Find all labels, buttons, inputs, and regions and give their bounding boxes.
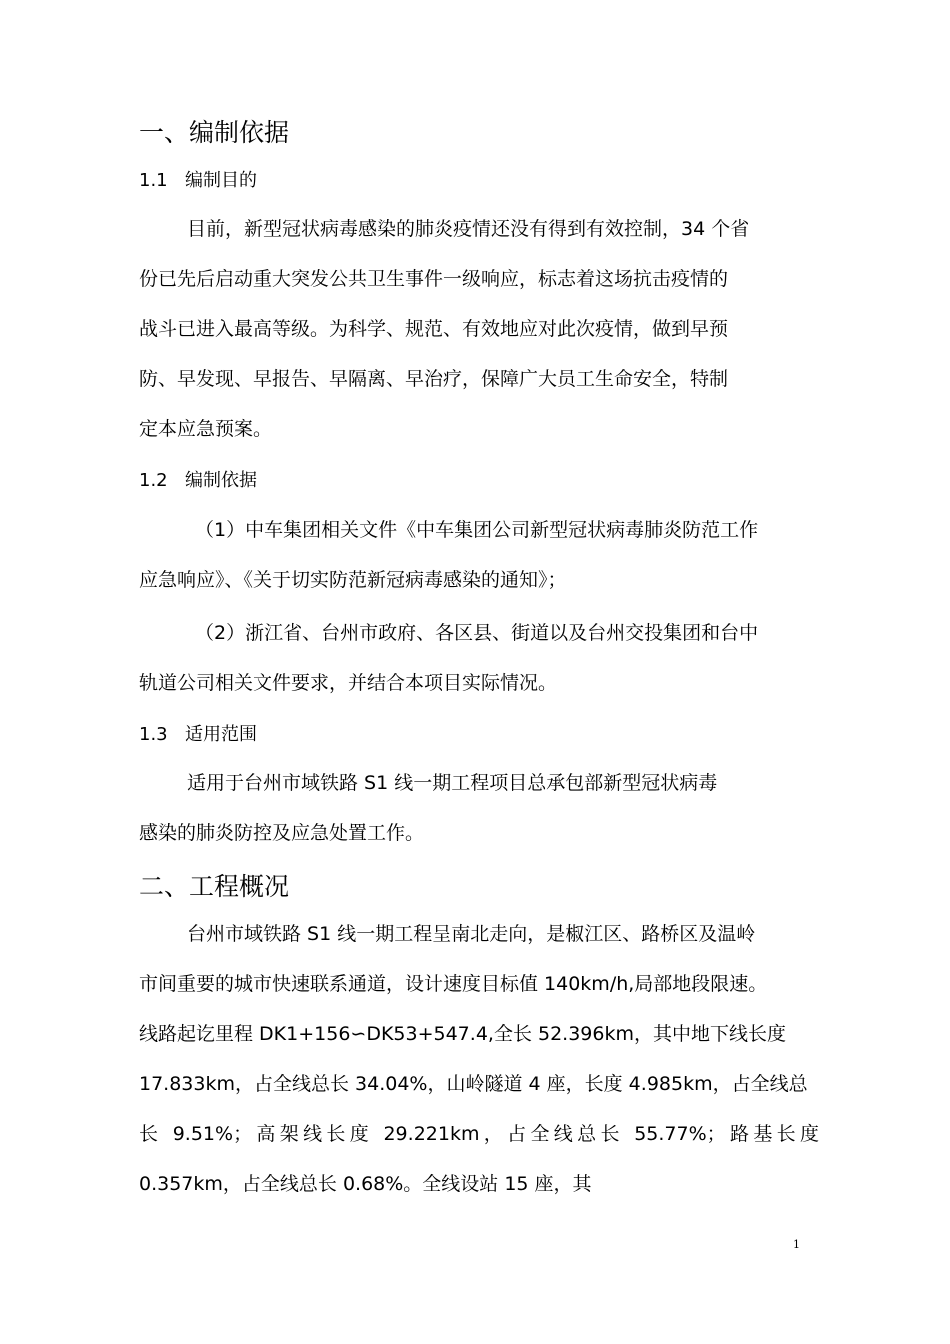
subsection-1-3-heading (139, 723, 257, 747)
paragraph-line: 份已先后启动重大突发公共卫生事件一级响应，标志着这场抗击疫情的 (139, 268, 729, 290)
paragraph-line: 适用于台州市域铁路 S1 线一期工程项目总承包部新型冠状病毒 (187, 772, 718, 794)
paragraph-line: 轨道公司相关文件要求，并结合本项目实际情况。 (139, 672, 558, 694)
subsection-title: 编制目的 (185, 170, 257, 191)
subsection-title: 适用范围 (185, 724, 257, 745)
paragraph-line: 线路起讫里程 DK1+156∽DK53+547.4,全长 52.396km，其中地下线长度 (139, 1023, 786, 1045)
paragraph-line: 感染的肺炎防控及应急处置工作。 (139, 822, 425, 844)
paragraph-line: 定本应急预案。 (139, 418, 273, 440)
subsection-1-1-heading (139, 169, 257, 193)
paragraph-line: 战斗已进入最高等级。为科学、规范、有效地应对此次疫情，做到早预 (139, 318, 729, 340)
section-1-heading: 一、编制依据 (139, 118, 290, 147)
paragraph-line: 防、早发现、早报告、早隔离、早治疗，保障广大员工生命安全，特制 (139, 368, 729, 390)
paragraph-line: 台州市域铁路 S1 线一期工程呈南北走向，是椒江区、路桥区及温岭 (187, 923, 756, 945)
subsection-number: 1.2 (139, 470, 168, 491)
paragraph-line: 17.833km，占全线总长 34.04%，山岭隧道 4 座，长度 4.985km，占全线总 (139, 1073, 808, 1095)
subsection-number: 1.3 (139, 724, 168, 745)
subsection-number: 1.1 (139, 170, 168, 191)
subsection-1-2-heading (139, 469, 257, 493)
paragraph-line: 市间重要的城市快速联系通道，设计速度目标值 140km/h,局部地段限速。 (139, 973, 768, 995)
page-number: 1 (793, 1238, 800, 1251)
paragraph-line: （1）中车集团相关文件《中车集团公司新型冠状病毒肺炎防范工作 (195, 519, 759, 541)
section-2-heading: 二、工程概况 (139, 872, 290, 901)
paragraph-line: 0.357km，占全线总长 0.68%。全线设站 15 座，其 (139, 1173, 592, 1195)
paragraph-line: 应急响应》、《关于切实防范新冠病毒感染的通知》； (139, 569, 567, 591)
paragraph-line: 长 9.51%；高架线长度 29.221km，占全线总长 55.77%；路基长度 (139, 1123, 819, 1145)
subsection-title: 编制依据 (185, 470, 257, 491)
paragraph-line: （2）浙江省、台州市政府、各区县、街道以及台州交投集团和台中 (195, 622, 759, 644)
paragraph-line: 目前，新型冠状病毒感染的肺炎疫情还没有得到有效控制，34 个省 (187, 218, 750, 240)
